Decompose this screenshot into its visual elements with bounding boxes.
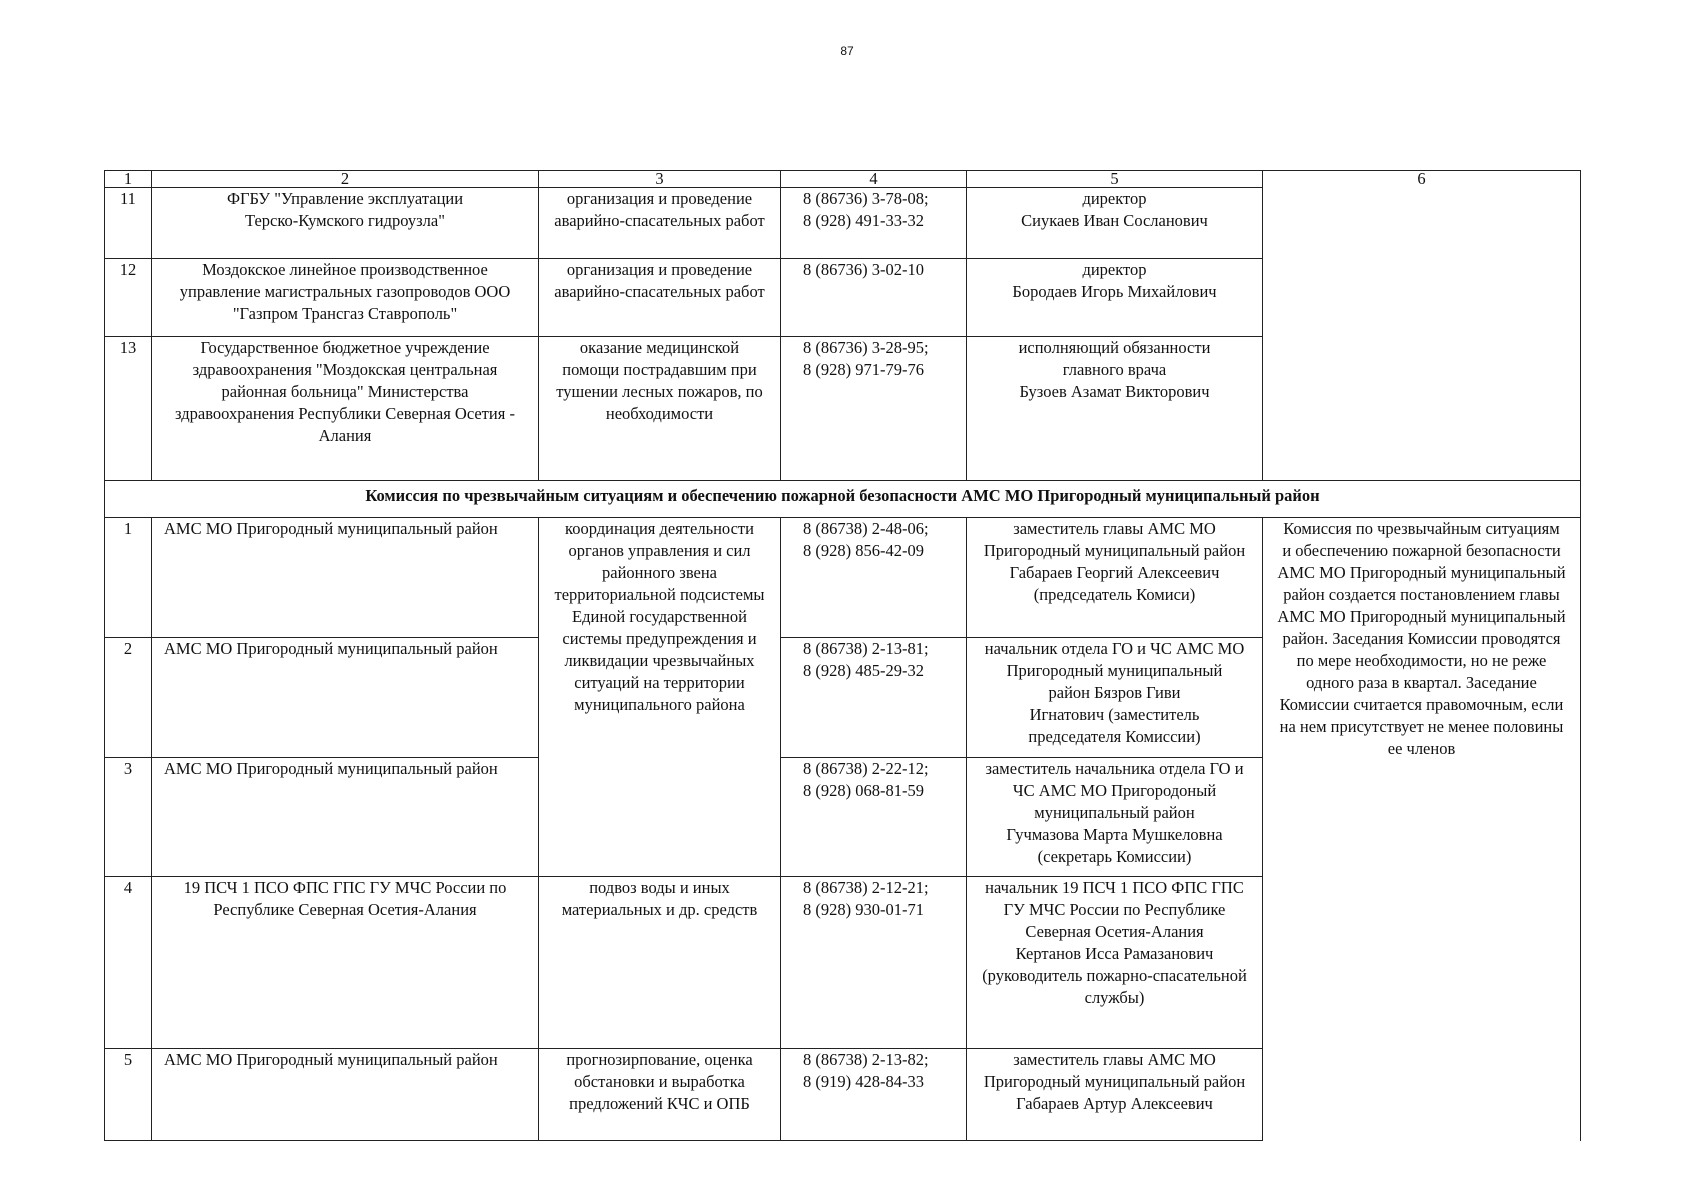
row-number: 12 — [105, 259, 152, 337]
row-number: 2 — [105, 638, 152, 758]
phone-cell: 8 (86738) 2-22-12; 8 (928) 068-81-59 — [781, 758, 967, 877]
task-cell: прогнозирпование, оценка обстановки и выработка предложений КЧС и ОПБ — [539, 1049, 781, 1141]
task-cell: подвоз воды и иных материальных и др. средств — [539, 877, 781, 1049]
phone-cell: 8 (86738) 2-48-06; 8 (928) 856-42-09 — [781, 518, 967, 638]
column-header: 4 — [781, 171, 967, 188]
organization-cell: Государственное бюджетное учреждение здравоохранения "Моздокская центральная районная больница" Министерства здравоохранения Республики Северная Осетия - Алания — [152, 337, 539, 481]
head-cell: директор Сиукаев Иван Сосланович — [967, 188, 1263, 259]
head-cell: заместитель главы АМС МО Пригородный муниципальный район Габараев Георгий Алексеевич (председатель Комиси) — [967, 518, 1263, 638]
page-number: 87 — [840, 44, 854, 58]
organizations-table — [104, 170, 1581, 1141]
organization-cell: АМС МО Пригородный муниципальный район — [152, 518, 539, 638]
row-number: 11 — [105, 188, 152, 259]
task-cell: организация и проведение аварийно-спасательных работ — [539, 188, 781, 259]
head-cell: заместитель начальника отдела ГО и ЧС АМС МО Пригородоный муниципальный район Гучмазова Марта Мушкеловна (секретарь Комиссии) — [967, 758, 1263, 877]
organization-cell: АМС МО Пригородный муниципальный район — [152, 1049, 539, 1141]
table-row — [105, 518, 1581, 638]
phone-cell: 8 (86738) 2-13-81; 8 (928) 485-29-32 — [781, 638, 967, 758]
organization-cell: Моздокское линейное производственное управление магистральных газопроводов ООО "Газпром Трансгаз Ставрополь" — [152, 259, 539, 337]
phone-cell: 8 (86736) 3-78-08; 8 (928) 491-33-32 — [781, 188, 967, 259]
head-cell: директор Бородаев Игорь Михайлович — [967, 259, 1263, 337]
column-header-6: 6 — [1263, 171, 1581, 481]
row-number: 4 — [105, 877, 152, 1049]
section-row — [105, 481, 1581, 518]
phone-cell: 8 (86736) 3-28-95; 8 (928) 971-79-76 — [781, 337, 967, 481]
commission-note: Комиссия по чрезвычайным ситуациям и обеспечению пожарной безопасности АМС МО Пригородный муниципальный район создается постановлением главы АМС МО Пригородный муниципальный район. Заседания Комиссии проводятся по мере необходимости, но не реже одного раза в квартал. Заседание Комиссии считается правомочным, если на нем присутствует не менее половины ее членов — [1263, 518, 1581, 1141]
column-header: 5 — [967, 171, 1263, 188]
head-cell: заместитель главы АМС МО Пригородный муниципальный район Габараев Артур Алексеевич — [967, 1049, 1263, 1141]
column-header: 1 — [105, 171, 152, 188]
organization-cell: 19 ПСЧ 1 ПСО ФПС ГПС ГУ МЧС России по Республике Северная Осетия-Алания — [152, 877, 539, 1049]
row-number: 13 — [105, 337, 152, 481]
shared-task-cell: координация деятельности органов управления и сил районного звена территориальной подсистемы Единой государственной системы предупреждения и ликвидации чрезвычайных ситуаций на территории муниципального района — [539, 518, 781, 877]
organization-cell: ФГБУ "Управление эксплуатации Терско-Кумского гидроузла" — [152, 188, 539, 259]
organization-cell: АМС МО Пригородный муниципальный район — [152, 758, 539, 877]
column-header: 3 — [539, 171, 781, 188]
header-row — [105, 171, 1581, 188]
row-number: 1 — [105, 518, 152, 638]
head-cell: исполняющий обязанности главного врача Бузоев Азамат Викторович — [967, 337, 1263, 481]
section-title: Комиссия по чрезвычайным ситуациям и обеспечению пожарной безопасности АМС МО Пригородный муниципальный район — [105, 481, 1581, 518]
phone-cell: 8 (86738) 2-12-21; 8 (928) 930-01-71 — [781, 877, 967, 1049]
head-cell: начальник отдела ГО и ЧС АМС МО Пригородный муниципальный район Бязров Гиви Игнатович (заместитель председателя Комиссии) — [967, 638, 1263, 758]
phone-cell: 8 (86738) 2-13-82; 8 (919) 428-84-33 — [781, 1049, 967, 1141]
head-cell: начальник 19 ПСЧ 1 ПСО ФПС ГПС ГУ МЧС России по Республике Северная Осетия-Алания Кертанов Исса Рамазанович (руководитель пожарно-спасательной службы) — [967, 877, 1263, 1049]
organization-cell: АМС МО Пригородный муниципальный район — [152, 638, 539, 758]
task-cell: организация и проведение аварийно-спасательных работ — [539, 259, 781, 337]
phone-cell: 8 (86736) 3-02-10 — [781, 259, 967, 337]
column-header: 2 — [152, 171, 539, 188]
row-number: 3 — [105, 758, 152, 877]
task-cell: оказание медицинской помощи пострадавшим при тушении лесных пожаров, по необходимости — [539, 337, 781, 481]
row-number: 5 — [105, 1049, 152, 1141]
